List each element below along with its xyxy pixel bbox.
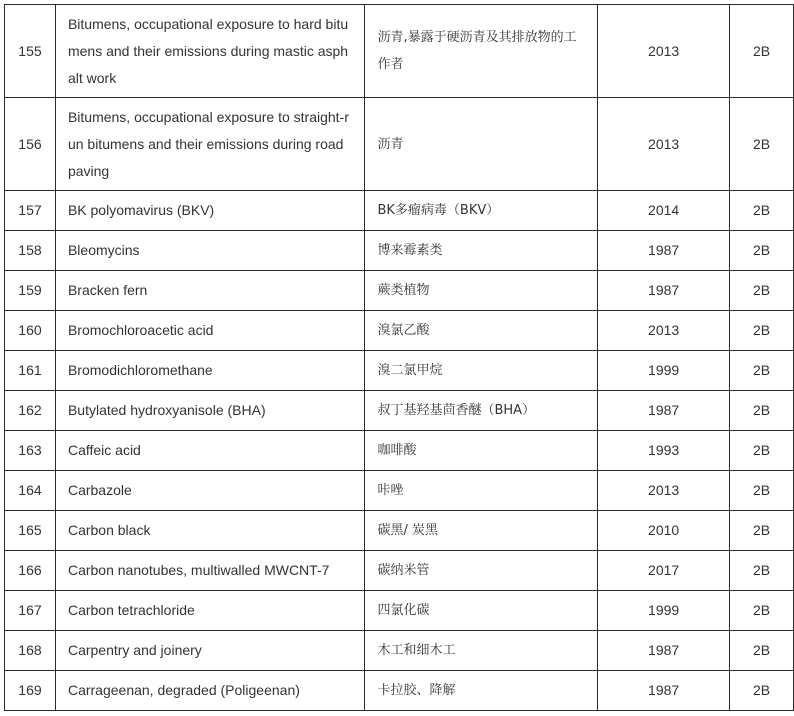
agent-name-en: Carbon tetrachloride bbox=[55, 591, 365, 631]
evaluation-year: 1987 bbox=[598, 231, 730, 271]
row-number: 156 bbox=[5, 98, 56, 191]
table-row bbox=[5, 271, 794, 311]
table-row bbox=[5, 5, 794, 98]
iarc-group: 2B bbox=[730, 431, 794, 471]
iarc-group: 2B bbox=[730, 191, 794, 231]
agent-name-en: Butylated hydroxyanisole (BHA) bbox=[55, 391, 365, 431]
agent-name-en: Bromochloroacetic acid bbox=[55, 311, 365, 351]
iarc-group: 2B bbox=[730, 631, 794, 671]
evaluation-year: 1999 bbox=[598, 591, 730, 631]
row-number: 159 bbox=[5, 271, 56, 311]
agent-name-en: Bitumens, occupational exposure to hard bitumens and their emissions during mastic asphalt work bbox=[55, 5, 365, 98]
carcinogen-table bbox=[4, 4, 794, 711]
agent-name-en: Caffeic acid bbox=[55, 431, 365, 471]
agent-name-en: Bleomycins bbox=[55, 231, 365, 271]
evaluation-year: 2013 bbox=[598, 311, 730, 351]
iarc-group: 2B bbox=[730, 5, 794, 98]
iarc-group: 2B bbox=[730, 98, 794, 191]
agent-name-zh: 博来霉素类 bbox=[365, 231, 598, 271]
row-number: 168 bbox=[5, 631, 56, 671]
agent-name-zh: 沥青,暴露于硬沥青及其排放物的工作者 bbox=[365, 5, 598, 98]
evaluation-year: 2017 bbox=[598, 551, 730, 591]
row-number: 167 bbox=[5, 591, 56, 631]
evaluation-year: 1987 bbox=[598, 391, 730, 431]
row-number: 166 bbox=[5, 551, 56, 591]
agent-name-zh: 沥青 bbox=[365, 98, 598, 191]
evaluation-year: 1993 bbox=[598, 431, 730, 471]
agent-name-zh: 四氯化碳 bbox=[365, 591, 598, 631]
agent-name-zh: 碳黑/ 炭黑 bbox=[365, 511, 598, 551]
iarc-group: 2B bbox=[730, 311, 794, 351]
agent-name-zh: 咔唑 bbox=[365, 471, 598, 511]
row-number: 162 bbox=[5, 391, 56, 431]
table-row bbox=[5, 591, 794, 631]
evaluation-year: 2010 bbox=[598, 511, 730, 551]
iarc-group: 2B bbox=[730, 391, 794, 431]
table-row bbox=[5, 191, 794, 231]
row-number: 158 bbox=[5, 231, 56, 271]
iarc-group: 2B bbox=[730, 271, 794, 311]
table-row bbox=[5, 351, 794, 391]
agent-name-en: Bitumens, occupational exposure to straight-run bitumens and their emissions during road paving bbox=[55, 98, 365, 191]
agent-name-en: BK polyomavirus (BKV) bbox=[55, 191, 365, 231]
agent-name-en: Bracken fern bbox=[55, 271, 365, 311]
agent-name-zh: 木工和细木工 bbox=[365, 631, 598, 671]
row-number: 165 bbox=[5, 511, 56, 551]
table-row bbox=[5, 391, 794, 431]
evaluation-year: 2013 bbox=[598, 5, 730, 98]
iarc-group: 2B bbox=[730, 591, 794, 631]
row-number: 161 bbox=[5, 351, 56, 391]
table-row bbox=[5, 671, 794, 711]
table-row bbox=[5, 471, 794, 511]
agent-name-zh: 蕨类植物 bbox=[365, 271, 598, 311]
row-number: 163 bbox=[5, 431, 56, 471]
agent-name-en: Carbazole bbox=[55, 471, 365, 511]
evaluation-year: 2014 bbox=[598, 191, 730, 231]
agent-name-en: Carbon nanotubes, multiwalled MWCNT-7 bbox=[55, 551, 365, 591]
row-number: 160 bbox=[5, 311, 56, 351]
iarc-group: 2B bbox=[730, 511, 794, 551]
agent-name-zh: 咖啡酸 bbox=[365, 431, 598, 471]
evaluation-year: 1987 bbox=[598, 271, 730, 311]
evaluation-year: 1987 bbox=[598, 631, 730, 671]
iarc-group: 2B bbox=[730, 231, 794, 271]
evaluation-year: 1999 bbox=[598, 351, 730, 391]
iarc-group: 2B bbox=[730, 671, 794, 711]
agent-name-en: Bromodichloromethane bbox=[55, 351, 365, 391]
iarc-group: 2B bbox=[730, 551, 794, 591]
evaluation-year: 1987 bbox=[598, 671, 730, 711]
agent-name-en: Carpentry and joinery bbox=[55, 631, 365, 671]
agent-name-en: Carrageenan, degraded (Poligeenan) bbox=[55, 671, 365, 711]
table-row bbox=[5, 431, 794, 471]
agent-name-zh: 卡拉胶、降解 bbox=[365, 671, 598, 711]
agent-name-zh: BK多瘤病毒（BKV） bbox=[365, 191, 598, 231]
row-number: 157 bbox=[5, 191, 56, 231]
agent-name-zh: 溴二氯甲烷 bbox=[365, 351, 598, 391]
iarc-group: 2B bbox=[730, 351, 794, 391]
table-row bbox=[5, 311, 794, 351]
row-number: 164 bbox=[5, 471, 56, 511]
agent-name-zh: 溴氯乙酸 bbox=[365, 311, 598, 351]
agent-name-zh: 碳纳米管 bbox=[365, 551, 598, 591]
agent-name-zh: 叔丁基羟基茴香醚（BHA） bbox=[365, 391, 598, 431]
iarc-group: 2B bbox=[730, 471, 794, 511]
table-row bbox=[5, 631, 794, 671]
agent-name-en: Carbon black bbox=[55, 511, 365, 551]
evaluation-year: 2013 bbox=[598, 98, 730, 191]
row-number: 155 bbox=[5, 5, 56, 98]
table-row bbox=[5, 98, 794, 191]
row-number: 169 bbox=[5, 671, 56, 711]
table-row bbox=[5, 231, 794, 271]
evaluation-year: 2013 bbox=[598, 471, 730, 511]
table-row bbox=[5, 551, 794, 591]
table-row bbox=[5, 511, 794, 551]
